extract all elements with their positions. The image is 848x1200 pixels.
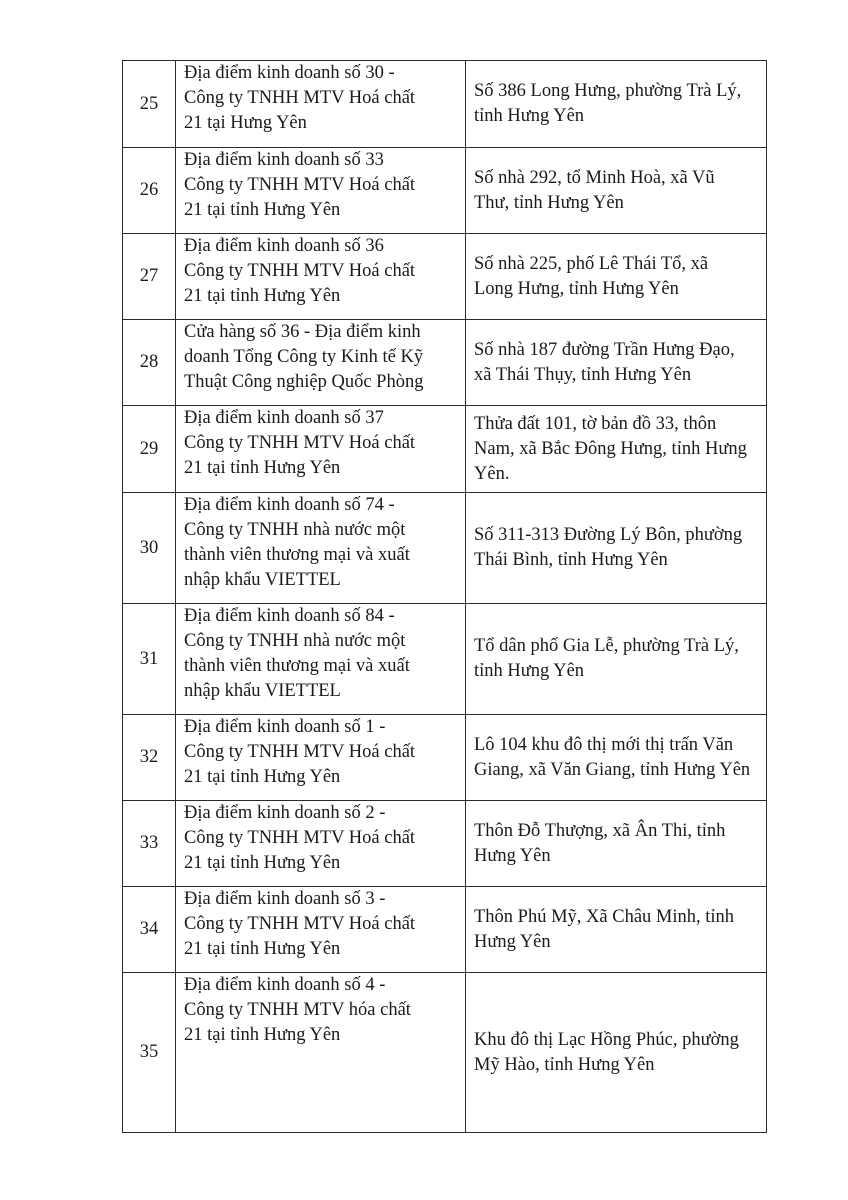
table-row xyxy=(123,604,767,715)
table-row xyxy=(123,715,767,801)
business-address: Số nhà 187 đường Trần Hưng Đạo, xã Thái Thụy, tỉnh Hưng Yên xyxy=(466,320,767,406)
row-number: 30 xyxy=(123,493,176,604)
business-name: Địa điểm kinh doanh số 30 - Công ty TNHH MTV Hoá chất 21 tại Hưng Yên xyxy=(176,61,466,148)
business-address: Số nhà 292, tổ Minh Hoà, xã Vũ Thư, tỉnh Hưng Yên xyxy=(466,148,767,234)
row-number: 31 xyxy=(123,604,176,715)
business-name: Địa điểm kinh doanh số 3 - Công ty TNHH MTV Hoá chất 21 tại tỉnh Hưng Yên xyxy=(176,887,466,973)
table-row xyxy=(123,61,767,148)
business-address: Số 311-313 Đường Lý Bôn, phường Thái Bình, tỉnh Hưng Yên xyxy=(466,493,767,604)
table-row xyxy=(123,148,767,234)
business-name: Địa điểm kinh doanh số 37 Công ty TNHH MTV Hoá chất 21 tại tỉnh Hưng Yên xyxy=(176,406,466,493)
business-address: Số 386 Long Hưng, phường Trà Lý, tỉnh Hưng Yên xyxy=(466,61,767,148)
business-name: Địa điểm kinh doanh số 1 - Công ty TNHH MTV Hoá chất 21 tại tỉnh Hưng Yên xyxy=(176,715,466,801)
table-row xyxy=(123,493,767,604)
business-address: Tổ dân phố Gia Lễ, phường Trà Lý, tỉnh Hưng Yên xyxy=(466,604,767,715)
row-number: 26 xyxy=(123,148,176,234)
row-number: 27 xyxy=(123,234,176,320)
row-number: 34 xyxy=(123,887,176,973)
row-number: 28 xyxy=(123,320,176,406)
business-address: Khu đô thị Lạc Hồng Phúc, phường Mỹ Hào, tỉnh Hưng Yên xyxy=(466,973,767,1133)
business-address: Thôn Phú Mỹ, Xã Châu Minh, tỉnh Hưng Yên xyxy=(466,887,767,973)
business-address: Lô 104 khu đô thị mới thị trấn Văn Giang, xã Văn Giang, tỉnh Hưng Yên xyxy=(466,715,767,801)
row-number: 35 xyxy=(123,973,176,1133)
row-number: 29 xyxy=(123,406,176,493)
business-name: Địa điểm kinh doanh số 36 Công ty TNHH MTV Hoá chất 21 tại tỉnh Hưng Yên xyxy=(176,234,466,320)
business-name: Địa điểm kinh doanh số 33 Công ty TNHH MTV Hoá chất 21 tại tỉnh Hưng Yên xyxy=(176,148,466,234)
business-name: Địa điểm kinh doanh số 4 - Công ty TNHH MTV hóa chất 21 tại tỉnh Hưng Yên xyxy=(176,973,466,1133)
business-name: Cửa hàng số 36 - Địa điểm kinh doanh Tổng Công ty Kinh tế Kỹ Thuật Công nghiệp Quốc Phòng xyxy=(176,320,466,406)
table-row xyxy=(123,973,767,1133)
business-address: Số nhà 225, phố Lê Thái Tổ, xã Long Hưng, tỉnh Hưng Yên xyxy=(466,234,767,320)
business-locations-table xyxy=(122,60,767,1133)
business-name: Địa điểm kinh doanh số 2 - Công ty TNHH MTV Hoá chất 21 tại tỉnh Hưng Yên xyxy=(176,801,466,887)
business-address: Thôn Đỗ Thượng, xã Ân Thi, tỉnh Hưng Yên xyxy=(466,801,767,887)
table-body xyxy=(123,61,767,1133)
table-row xyxy=(123,234,767,320)
table-row xyxy=(123,406,767,493)
row-number: 25 xyxy=(123,61,176,148)
business-address: Thửa đất 101, tờ bản đồ 33, thôn Nam, xã Bắc Đông Hưng, tỉnh Hưng Yên. xyxy=(466,406,767,493)
table-row xyxy=(123,887,767,973)
row-number: 32 xyxy=(123,715,176,801)
table-row xyxy=(123,320,767,406)
business-name: Địa điểm kinh doanh số 74 - Công ty TNHH nhà nước một thành viên thương mại và xuất nhập khẩu VIETTEL xyxy=(176,493,466,604)
business-name: Địa điểm kinh doanh số 84 - Công ty TNHH nhà nước một thành viên thương mại và xuất nhập khẩu VIETTEL xyxy=(176,604,466,715)
row-number: 33 xyxy=(123,801,176,887)
table-row xyxy=(123,801,767,887)
